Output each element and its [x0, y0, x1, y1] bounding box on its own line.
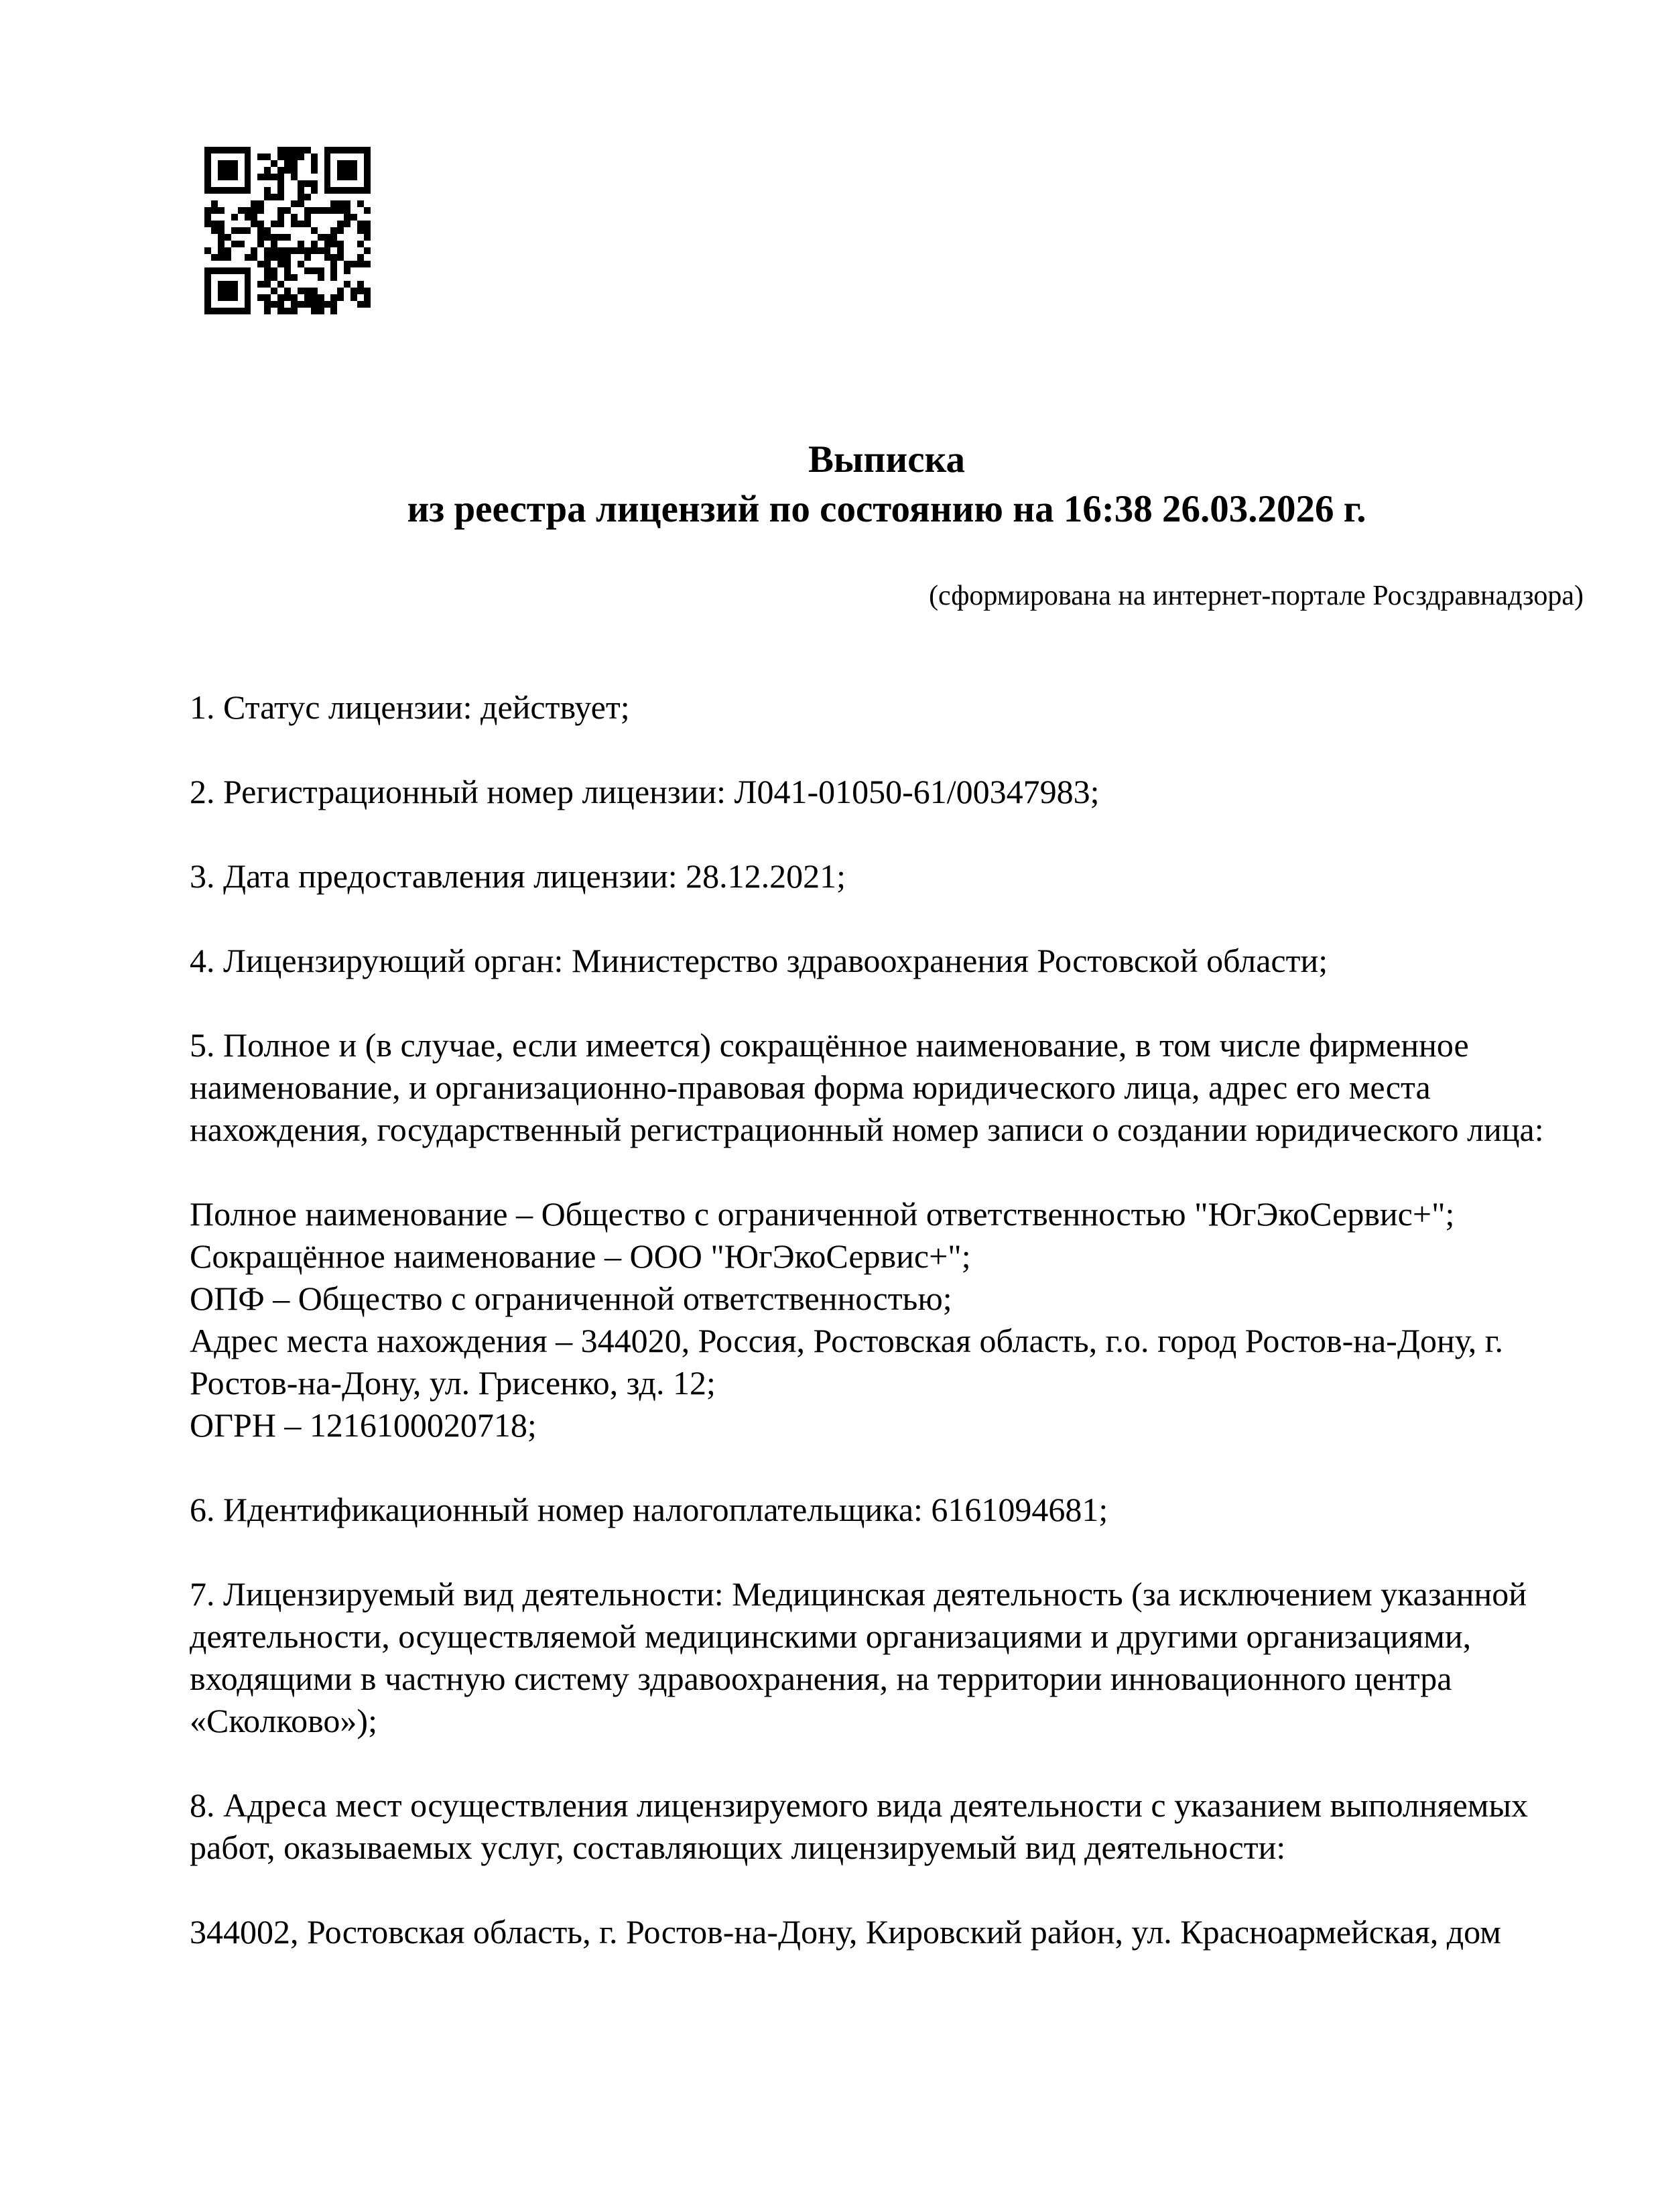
- document-line: 6. Идентификационный номер налогоплательщика: 6161094681;: [190, 1491, 1108, 1528]
- paragraph-address: [190, 1911, 1587, 1953]
- document-line: Ростов-на-Дону, ул. Грисенко, зд. 12;: [190, 1364, 716, 1402]
- paragraph-name-heading: [190, 1024, 1587, 1151]
- document-line: Адрес места нахождения – 344020, Россия, Ростовская область, г.о. город Ростов-на-Дону, г.: [190, 1322, 1504, 1359]
- paragraph-inn: [190, 1489, 1587, 1531]
- document-line: наименование, и организационно-правовая форма юридического лица, адрес его места: [190, 1068, 1431, 1106]
- document-line: 8. Адреса мест осуществления лицензируемого вида деятельности с указанием выполняемых: [190, 1786, 1529, 1824]
- paragraph-licensing-authority: [190, 940, 1587, 982]
- paragraph-org-details: [190, 1193, 1587, 1447]
- title-line-1: Выписка: [808, 438, 965, 481]
- document-line: «Сколково»);: [190, 1702, 377, 1739]
- document-line: работ, оказываемых услуг, составляющих лицензируемый вид деятельности:: [190, 1829, 1286, 1866]
- paragraph-reg-number: [190, 771, 1587, 813]
- document-line: 3. Дата предоставления лицензии: 28.12.2021;: [190, 857, 846, 895]
- document-title: [190, 435, 1584, 534]
- paragraph-activity-type: [190, 1573, 1587, 1742]
- document-body: [190, 686, 1587, 1995]
- generated-note: (сформирована на интернет-портале Росздравнадзора): [929, 580, 1584, 611]
- document-line: 4. Лицензирующий орган: Министерство здравоохранения Ростовской области;: [190, 942, 1328, 979]
- document-line: 7. Лицензируемый вид деятельности: Медицинская деятельность (за исключением указанной: [190, 1575, 1527, 1613]
- document-line: нахождения, государственный регистрационный номер записи о создании юридического лица:: [190, 1111, 1544, 1148]
- document-line: Полное наименование – Общество с ограниченной ответственностью "ЮгЭкоСервис+";: [190, 1195, 1455, 1233]
- title-line-2: из реестра лицензий по состоянию на 16:38 26.03.2026 г.: [407, 488, 1366, 530]
- qr-code-pattern: [204, 147, 371, 314]
- document-line: 1. Статус лицензии: действует;: [190, 688, 630, 726]
- document-line: 344002, Ростовская область, г. Ростов-на-Дону, Кировский район, ул. Красноармейская, дом: [190, 1913, 1501, 1951]
- document-line: Сокращённое наименование – ООО "ЮгЭкоСервис+";: [190, 1237, 971, 1275]
- paragraph-status: [190, 686, 1587, 729]
- paragraph-addresses-heading: [190, 1784, 1587, 1869]
- paragraph-grant-date: [190, 855, 1587, 898]
- document-line: 5. Полное и (в случае, если имеется) сокращённое наименование, в том числе фирменное: [190, 1026, 1469, 1064]
- document-line: деятельности, осуществляемой медицинскими организациями и другими организациями,: [190, 1617, 1472, 1655]
- qr-code: [204, 147, 371, 314]
- document-line: ОПФ – Общество с ограниченной ответственностью;: [190, 1280, 952, 1317]
- document-line: ОГРН – 1216100020718;: [190, 1406, 537, 1444]
- document-line: входящими в частную систему здравоохранения, на территории инновационного центра: [190, 1660, 1452, 1697]
- document-line: 2. Регистрационный номер лицензии: Л041-01050-61/00347983;: [190, 773, 1100, 810]
